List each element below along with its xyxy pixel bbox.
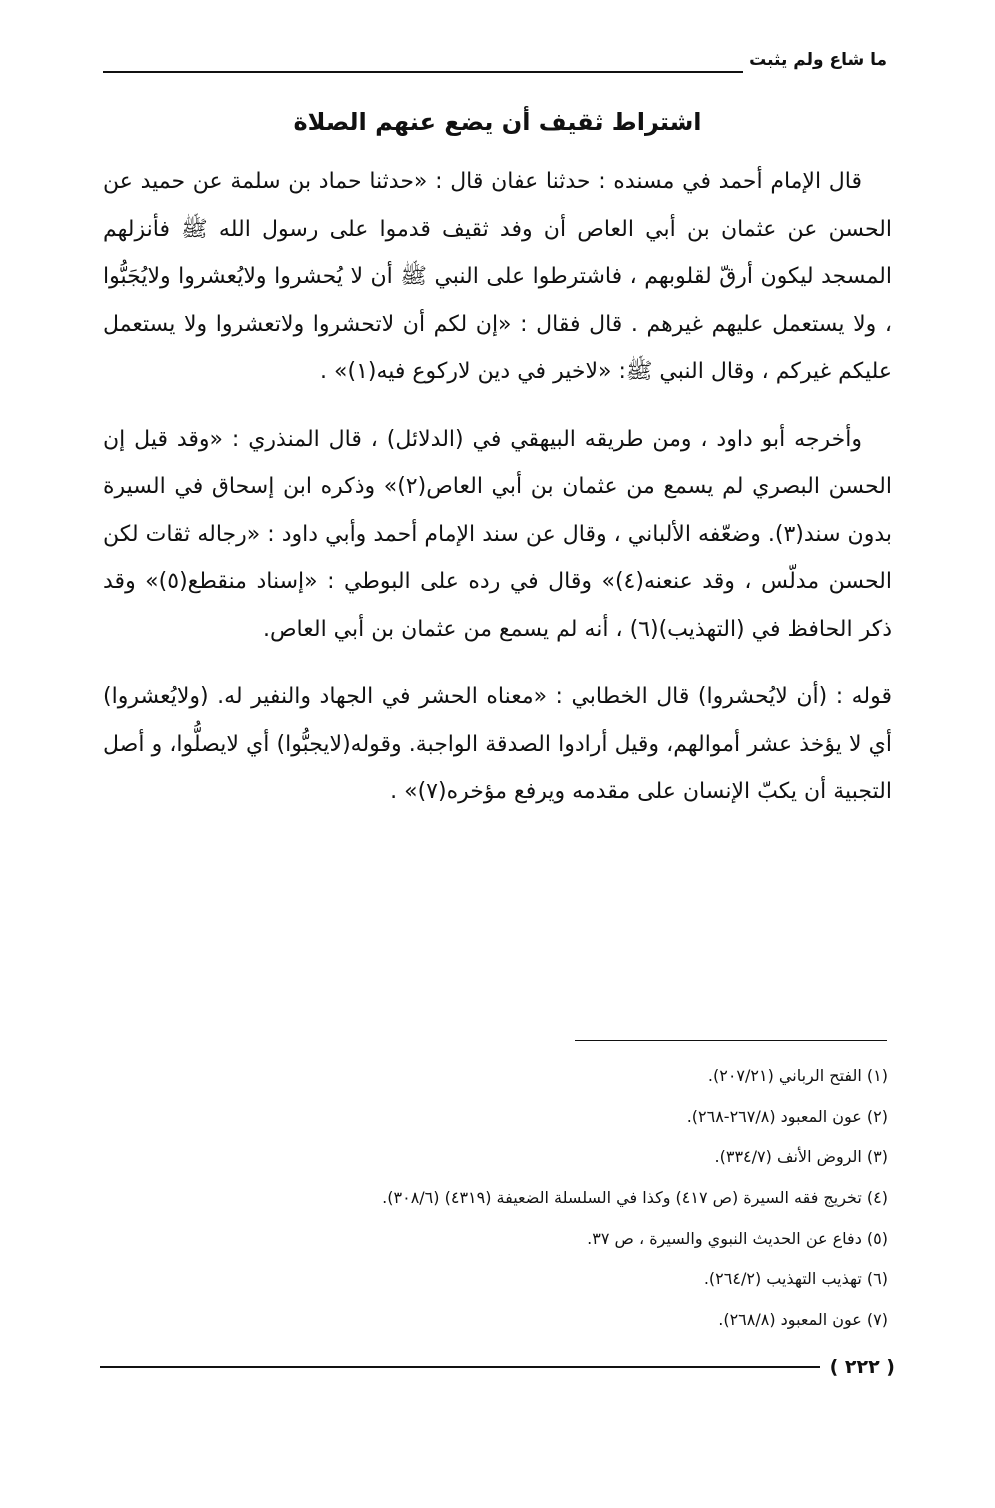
footnote-item: (٤) تخريج فقه السيرة (ص ٤١٧) وكذا في السلسلة الضعيفة (٤٣١٩) (٣٠٨/٦). <box>382 1188 888 1208</box>
header-rule <box>103 71 743 73</box>
paragraph-explanation: قوله : (أن لايُحشروا) قال الخطابي : «معناه الحشر في الجهاد والنفير له. (ولايُعشروا) أي لا يؤخذ عشر أموالهم، وقيل أرادوا الصدقة الواجبة. وقوله(لايجبُّوا) أي لايصلُّوا، و أصل التجبية أن يكبّ الإنسان على مقدمه ويرفع مؤخره(٧)» . <box>103 684 892 804</box>
footnote-item: (٥) دفاع عن الحديث النبوي والسيرة ، ص ٣٧. <box>587 1228 888 1248</box>
paragraph-hadith: قال الإمام أحمد في مسنده : حدثنا عفان قال : «حدثنا حماد بن سلمة عن حميد عن الحسن عن عثمان بن أبي العاص أن وفد ثقيف قدموا على رسول الله ﷺ فأنزلهم المسجد ليكون أرقّ لقلوبهم ، فاشترطوا على النبي ﷺ أن لا يُحشروا ولايُعشروا ولايُجَبُّوا ، ولا يستعمل عليهم غيرهم . قال فقال : «إن لكم أن لاتحشروا ولاتعشروا ولا يستعمل عليكم غيركم ، وقال النبي ﷺ: «لاخير في دين لاركوع فيه(١)» . <box>103 169 892 384</box>
page-number: ( ٢٢٢ ) <box>829 1356 895 1378</box>
footnote-item: (٢) عون المعبود (٢٦٧/٨-٢٦٨). <box>686 1106 888 1126</box>
footnote-item: (٣) الروض الأنف (٣٣٤/٧). <box>714 1147 888 1167</box>
footnotes-list <box>88 1064 888 1349</box>
running-header-title: ما شاع ولم يثبت <box>749 50 887 70</box>
main-text <box>103 158 892 816</box>
footnote-item: (٦) تهذيب التهذيب (٢٦٤/٢). <box>703 1269 888 1289</box>
footnote-item: (٧) عون المعبود (٢٦٨/٨). <box>718 1310 888 1330</box>
footnote-separator <box>575 1040 887 1041</box>
chapter-title: اشتراط ثقيف أن يضع عنهم الصلاة <box>293 108 702 136</box>
page-footer <box>100 1352 895 1382</box>
paragraph-takhrij: وأخرجه أبو داود ، ومن طريقه البيهقي في (الدلائل) ، قال المنذري : «وقد قيل إن الحسن البصري لم يسمع من عثمان بن أبي العاص(٢)» وذكره ابن إسحاق في السيرة بدون سند(٣). وضعّفه الألباني ، وقال عن سند الإمام أحمد وأبي داود : «رجاله ثقات لكن الحسن مدلّس ، وقد عنعنه(٤)» وقال في رده على البوطي : «إسناد منقطع(٥)» وقد ذكر الحافظ في (التهذيب)(٦) ، أنه لم يسمع من عثمان بن أبي العاص. <box>103 426 892 642</box>
footnote-item: (١) الفتح الرباني (٢٠٧/٢١). <box>707 1066 888 1085</box>
footer-rule <box>100 1366 820 1368</box>
